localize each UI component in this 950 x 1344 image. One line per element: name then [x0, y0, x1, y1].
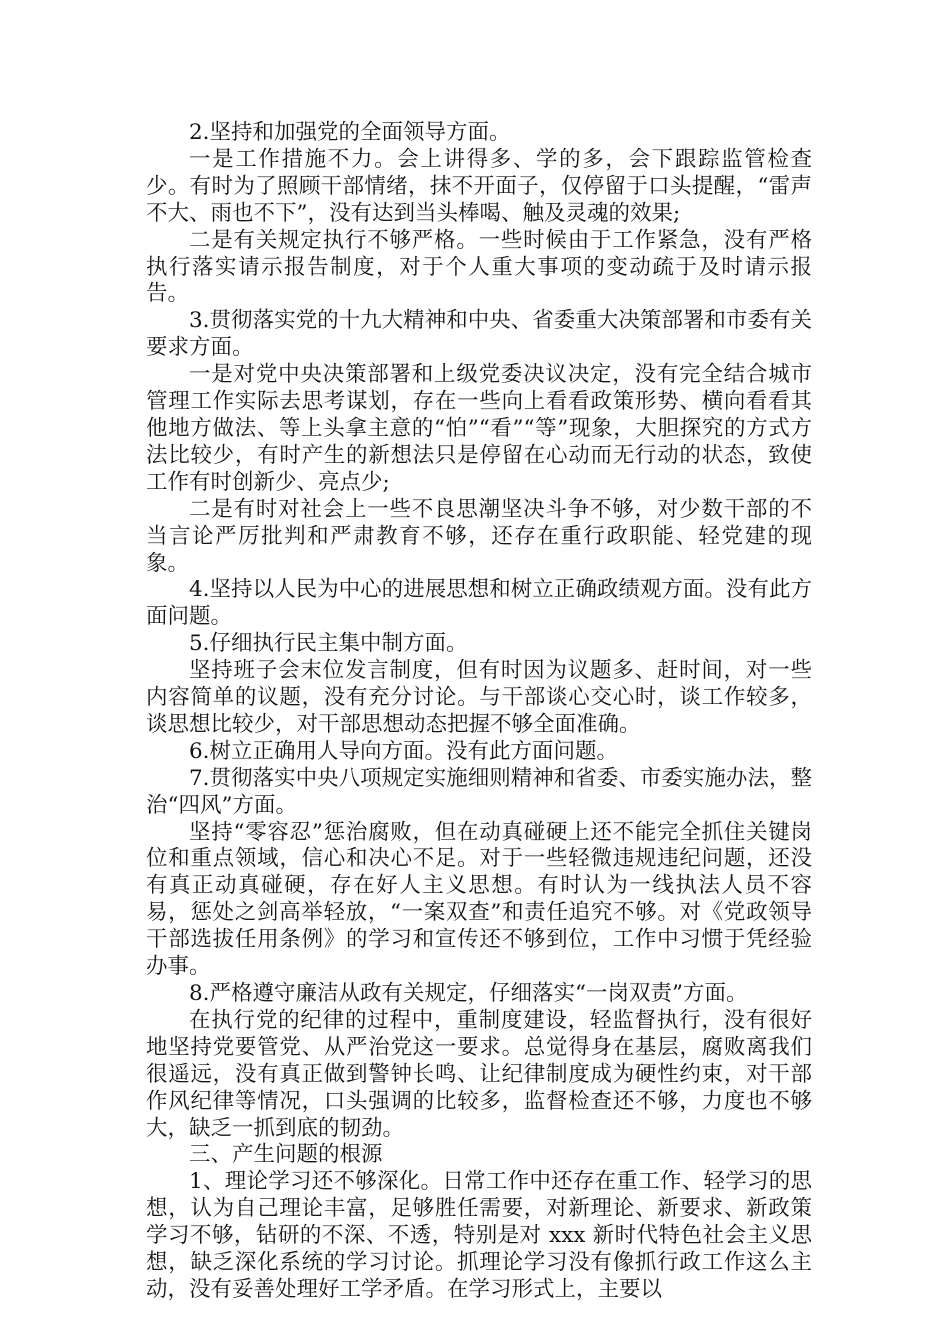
- section-heading-3: 3.贯彻落实党的十九大精神和中央、省委重大决策部署和市委有关要求方面。: [146, 308, 812, 361]
- paragraph: 二是有关规定执行不够严格。一些时候由于工作紧急，没有严格执行落实请示报告制度，对于个人重大事项的变动疏于及时请示报告。: [146, 227, 812, 307]
- paragraph: 坚持班子会末位发言制度，但有时因为议题多、赶时间，对一些内容简单的议题，没有充分讨论。与干部谈心交心时，谈工作较多，谈思想比较少，对干部思想动态把握不够全面准确。: [146, 658, 812, 737]
- paragraph: 在执行党的纪律的过程中，重制度建设，轻监督执行，没有很好地坚持党要管党、从严治党这一要求。总觉得身在基层，腐败离我们很遥远，没有真正做到警钟长鸣、让纪律制度成为硬性约束，对干部作风纪律等情况，口头强调的比较多，监督检查还不够，力度也不够大，缺乏一抓到底的韧劲。: [146, 1007, 812, 1141]
- paragraph: 一是对党中央决策部署和上级党委决议决定，没有完全结合城市管理工作实际去思考谋划，存在一些向上看看政策形势、横向看看其他地方做法、等上头拿主意的“怕”“看”“等”现象，大胆探究的方式方法比较少，有时产生的新想法只是停留在心动而无行动的状态，致使工作有时创新少、亮点少;: [146, 362, 812, 495]
- paragraph: 二是有时对社会上一些不良思潮坚决斗争不够，对少数干部的不当言论严厉批判和严肃教育不够，还存在重行政职能、轻党建的现象。: [146, 496, 812, 576]
- section-heading-root-causes: 三、产生问题的根源: [189, 1142, 383, 1168]
- section-heading-8: 8.严格遵守廉洁从政有关规定，仔细落实“一岗双责”方面。: [189, 981, 748, 1006]
- section-heading-7: 7.贯彻落实中央八项规定实施细则精神和省委、市委实施办法，整治“四风”方面。: [146, 765, 812, 818]
- paragraph: 一是工作措施不力。会上讲得多、学的多，会下跟踪监管检查少。有时为了照顾干部情绪，抹不开面子，仅停留于口头提醒，“雷声不大、雨也不下”，没有达到当头棒喝、触及灵魂的效果;: [146, 146, 812, 226]
- section-heading-5: 5.仔细执行民主集中制方面。: [189, 631, 468, 657]
- section-heading-2: 2.坚持和加强党的全面领导方面。: [189, 120, 511, 145]
- section-heading-6: 6.树立正确用人导向方面。没有此方面问题。: [189, 738, 619, 764]
- paragraph: 坚持“零容忍”惩治腐败，但在动真碰硬上还不能完全抓住关键岗位和重点领域，信心和决心不足。对于一些轻微违规违纪问题，还没有真正动真碰硬，存在好人主义思想。有时认为一线执法人员不容易，惩处之剑高举轻放，“一案双查”和责任追究不够。对《党政领导干部选拔任用条例》的学习和宣传还不够到位，工作中习惯于凭经验办事。: [146, 819, 812, 980]
- document-body: [146, 120, 812, 1304]
- paragraph: 1、理论学习还不够深化。日常工作中还存在重工作、轻学习的思想，认为自己理论丰富，足够胜任需要，对新理论、新要求、新政策学习不够，钻研的不深、不透，特别是对 xxx 新时代特色社会主义思想，缺乏深化系统的学习讨论。抓理论学习没有像抓行政工作这么主动，没有妥善处理好工学矛盾。在学习形式上，主要以: [146, 1169, 812, 1302]
- section-heading-4: 4.坚持以人民为中心的进展思想和树立正确政绩观方面。没有此方面问题。: [146, 577, 812, 630]
